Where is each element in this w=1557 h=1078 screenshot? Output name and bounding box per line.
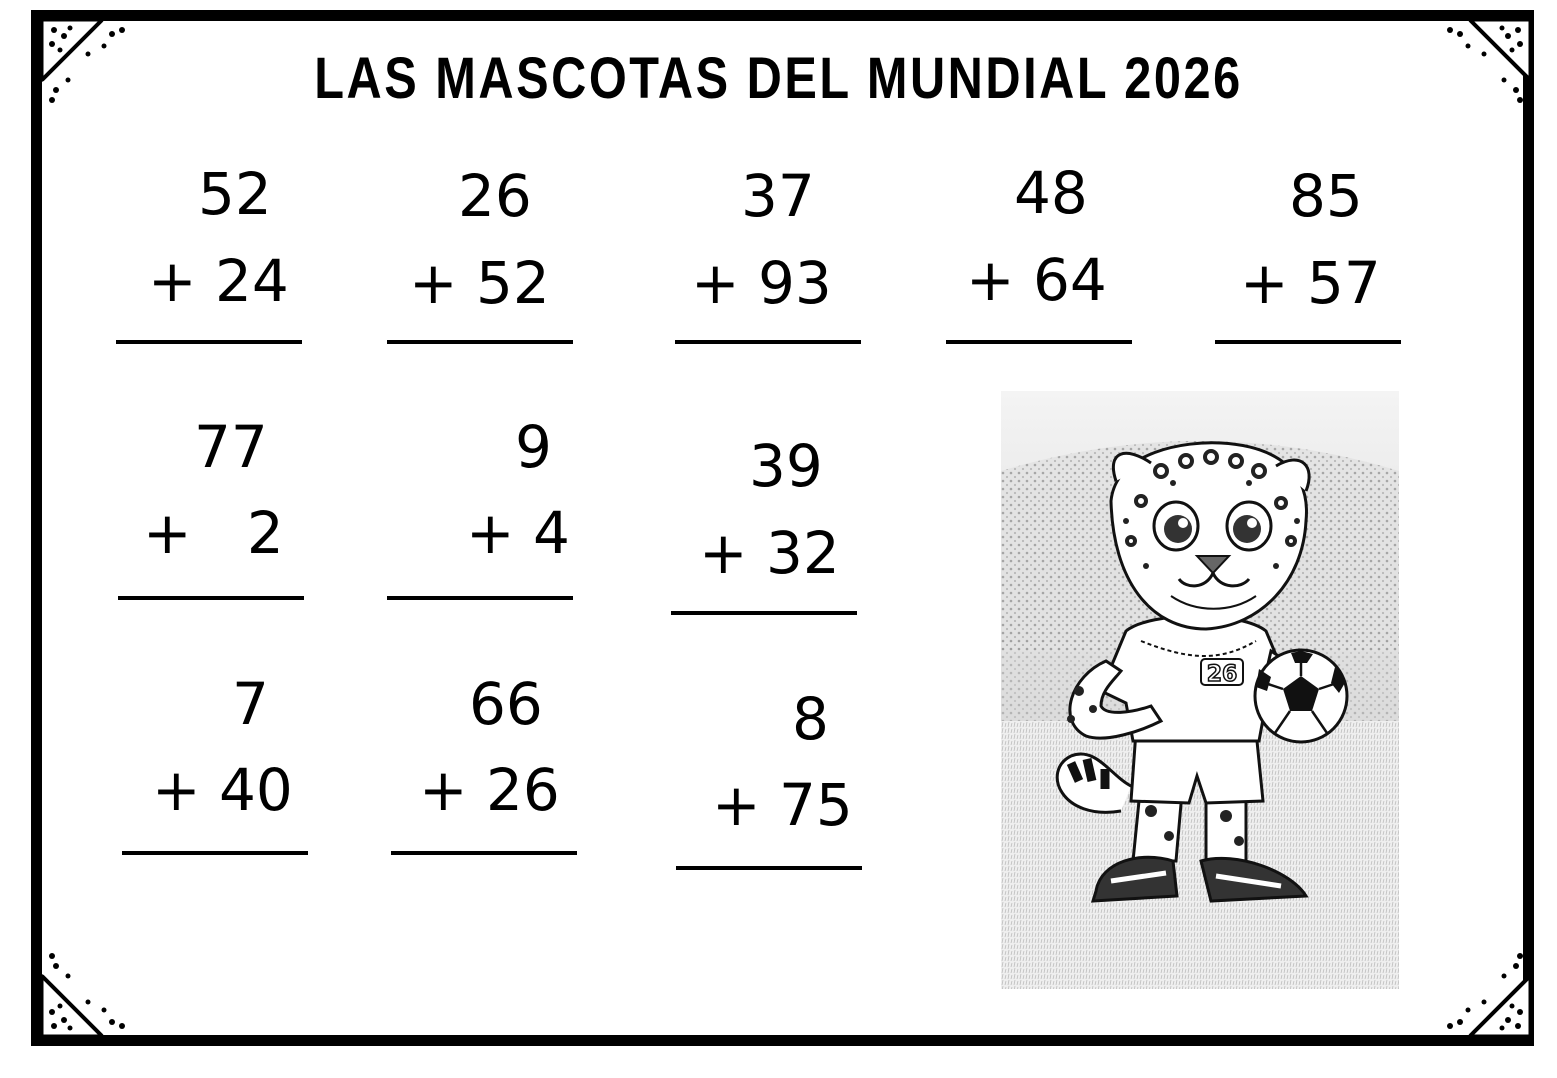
addend-bottom: + 52 [409, 249, 550, 317]
addend-top: 26 [458, 162, 532, 230]
addition-problem-8 [671, 430, 861, 630]
worksheet-title: LAS MASCOTAS DEL MUNDIAL 2026 [314, 46, 1243, 111]
addend-top: 66 [469, 670, 543, 738]
addend-top: 8 [792, 685, 829, 753]
addend-bottom: + 75 [712, 771, 853, 839]
answer-line [1215, 340, 1401, 344]
addend-bottom: + 24 [148, 247, 289, 315]
addend-bottom: + 4 [466, 499, 570, 567]
addend-bottom: + 93 [691, 249, 832, 317]
addend-bottom: + 64 [966, 246, 1107, 314]
addend-top: 48 [1014, 159, 1088, 227]
corner-ornament-bottom-right [1440, 946, 1530, 1036]
answer-line [675, 340, 861, 344]
addition-problem-4 [946, 160, 1136, 360]
addend-top: 9 [515, 413, 552, 481]
addition-problem-5 [1215, 160, 1405, 360]
corner-ornament-top-right [1440, 20, 1530, 110]
addition-problem-1 [116, 160, 306, 360]
answer-line [387, 340, 573, 344]
addend-top: 37 [741, 162, 815, 230]
addition-problem-10 [391, 670, 581, 870]
addition-problem-9 [122, 670, 312, 870]
corner-ornament-top-left [42, 20, 132, 110]
addition-problem-7 [387, 415, 577, 615]
jaguar-mascot-illustration [1001, 391, 1399, 989]
corner-ornament-bottom-left [42, 946, 132, 1036]
addend-top: 77 [194, 413, 268, 481]
addend-top: 52 [198, 160, 272, 228]
addend-bottom: + 2 [143, 499, 284, 567]
addition-problem-2 [387, 160, 577, 360]
addend-bottom: + 40 [152, 756, 293, 824]
addition-problem-6 [118, 415, 308, 615]
answer-line [676, 866, 862, 870]
addend-bottom: + 26 [419, 756, 560, 824]
answer-line [671, 611, 857, 615]
addend-bottom: + 32 [699, 519, 840, 587]
shirt-number: 26 [1206, 662, 1238, 687]
answer-line [122, 851, 308, 855]
addend-top: 7 [232, 670, 269, 738]
answer-line [387, 596, 573, 600]
answer-line [116, 340, 302, 344]
answer-line [391, 851, 577, 855]
addend-top: 39 [749, 432, 823, 500]
answer-line [946, 340, 1132, 344]
addition-problem-3 [675, 160, 865, 360]
addition-problem-11 [676, 685, 866, 885]
addend-bottom: + 57 [1240, 249, 1381, 317]
addend-top: 85 [1289, 162, 1363, 230]
answer-line [118, 596, 304, 600]
